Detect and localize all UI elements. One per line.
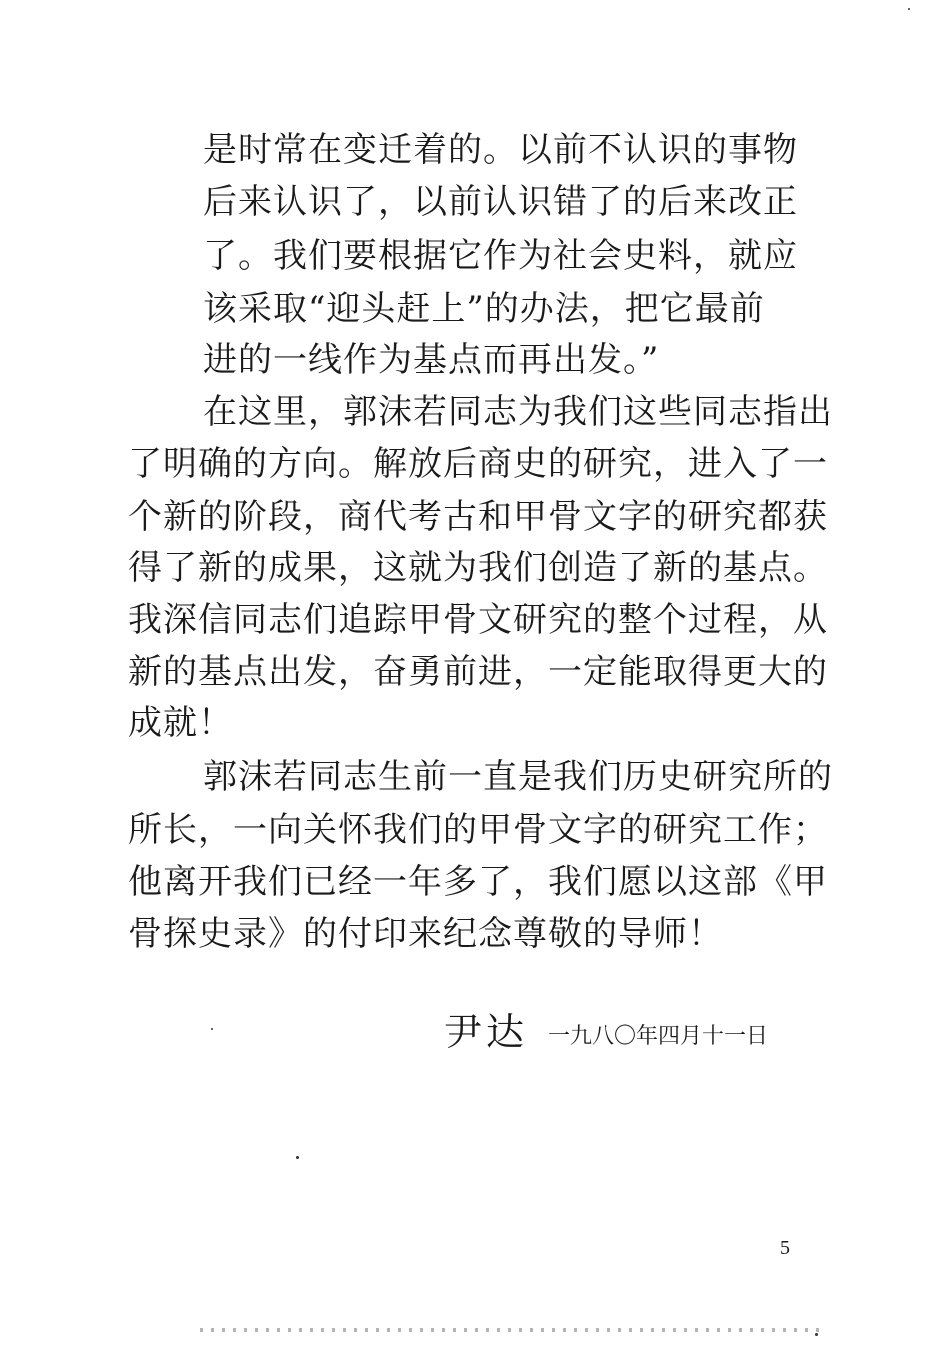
text-line: 所长，一向关怀我们的甲骨文字的研究工作； (128, 810, 828, 850)
text-line: 新的基点出发，奋勇前进，一定能取得更大的 (128, 652, 828, 692)
text-line: 他离开我们已经一年多了，我们愿以这部《甲 (128, 862, 828, 902)
text-line: 骨探史录》的付印来纪念尊敬的导师！ (128, 914, 723, 954)
text-line: 郭沫若同志生前一直是我们历史研究所的 (203, 757, 833, 797)
text-line: 个新的阶段，商代考古和甲骨文字的研究都获 (128, 497, 828, 537)
signature-name: 尹达 (444, 1010, 529, 1054)
text-line: 了明确的方向。解放后商史的研究，进入了一 (128, 444, 828, 484)
text-line: 是时常在变迁着的。以前不认识的事物 (203, 130, 798, 170)
text-line: 进的一线作为基点而再出发。” (203, 340, 660, 380)
signature-date: 一九八〇年四月十一日 (548, 1024, 769, 1049)
scan-speck (908, 8, 910, 10)
text-line: 成就！ (128, 703, 233, 743)
scan-speck (296, 1156, 299, 1159)
text-line: 我深信同志们追踪甲骨文研究的整个过程，从 (128, 600, 828, 640)
text-line: 在这里，郭沫若同志为我们这些同志指出 (203, 392, 833, 432)
scan-speck (211, 1028, 213, 1030)
text-line: 后来认识了，以前认识错了的后来改正 (203, 182, 798, 222)
scan-noise-strip (200, 1328, 820, 1332)
text-line: 该采取“迎头赶上”的办法，把它最前 (203, 289, 765, 329)
page-number: 5 (780, 1237, 790, 1259)
scan-speck (815, 1333, 818, 1336)
text-line: 了。我们要根据它作为社会史料，就应 (203, 236, 798, 276)
text-line: 得了新的成果，这就为我们创造了新的基点。 (128, 548, 828, 588)
